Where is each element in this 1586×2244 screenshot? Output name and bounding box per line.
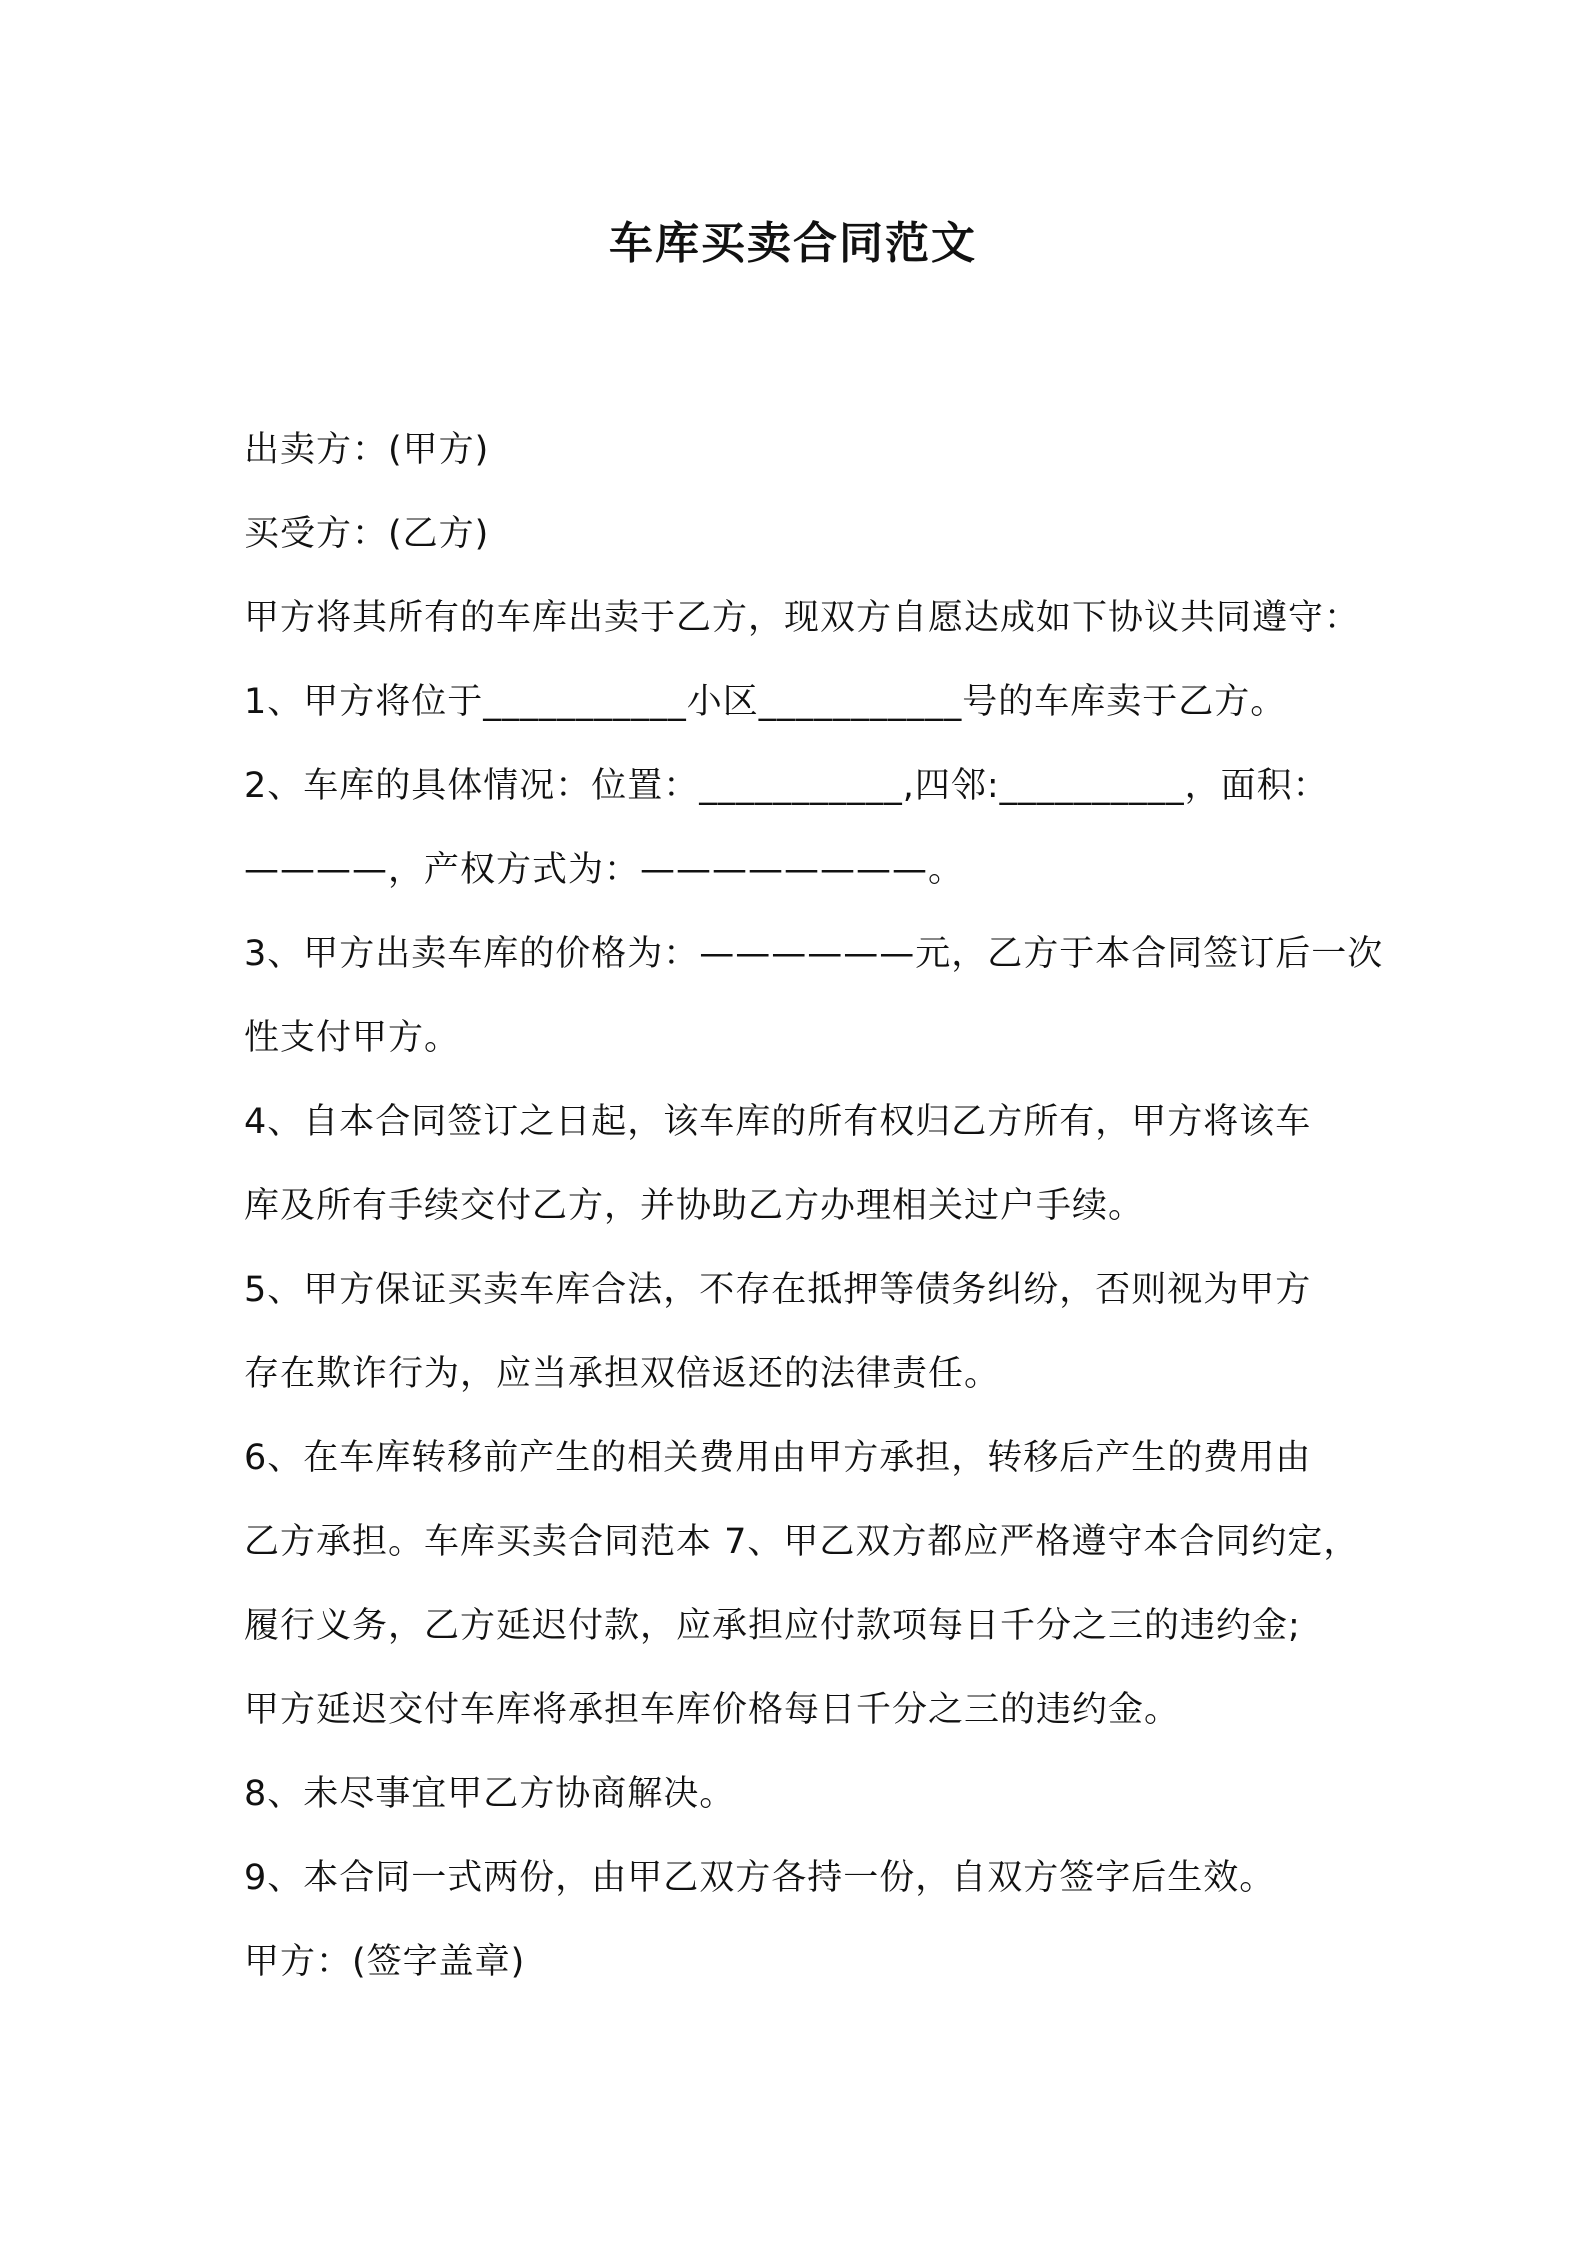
- clause-4-line-1: 4、自本合同签订之日起，该车库的所有权归乙方所有，甲方将该车: [244, 1102, 1312, 1142]
- clause-2-line-2: ————，产权方式为：————————。: [244, 850, 965, 890]
- clause-8-line: 8、未尽事宜甲乙方协商解决。: [244, 1774, 736, 1814]
- clause-3-line-2: 性支付甲方。: [244, 1018, 461, 1058]
- clause-3-line-1: 3、甲方出卖车库的价格为：——————元，乙方于本合同签订后一次: [244, 934, 1384, 974]
- clause-2-line-1: 2、车库的具体情况：位置：___________,四邻:__________，面积：: [244, 766, 1329, 806]
- clause-5-line-1: 5、甲方保证买卖车库合法，不存在抵押等债务纠纷，否则视为甲方: [244, 1270, 1312, 1310]
- preamble-line: 甲方将其所有的车库出卖于乙方，现双方自愿达成如下协议共同遵守：: [244, 598, 1361, 638]
- buyer-line: 买受方：(乙方): [244, 514, 490, 554]
- clause-6-line-1: 6、在车库转移前产生的相关费用由甲方承担，转移后产生的费用由: [244, 1438, 1312, 1478]
- clause-5-line-2: 存在欺诈行为，应当承担双倍返还的法律责任。: [244, 1354, 1001, 1394]
- seller-line: 出卖方：(甲方): [244, 430, 490, 470]
- clause-9-line: 9、本合同一式两份，由甲乙双方各持一份，自双方签字后生效。: [244, 1858, 1276, 1898]
- clause-4-line-2: 库及所有手续交付乙方，并协助乙方办理相关过户手续。: [244, 1186, 1145, 1226]
- clause-7-line-1: 履行义务，乙方延迟付款，应承担应付款项每日千分之三的违约金;: [244, 1606, 1301, 1646]
- clause-1-line: 1、甲方将位于___________小区___________号的车库卖于乙方。: [244, 682, 1287, 722]
- clause-7-line-2: 甲方延迟交付车库将承担车库价格每日千分之三的违约金。: [244, 1690, 1181, 1730]
- document-body: [244, 408, 1384, 2004]
- clause-6-line-2: 乙方承担。车库买卖合同范本 7、甲乙双方都应严格遵守本合同约定，: [244, 1522, 1360, 1562]
- document-title: 车库买卖合同范文: [609, 218, 977, 269]
- signature-line: 甲方：(签字盖章): [244, 1942, 526, 1982]
